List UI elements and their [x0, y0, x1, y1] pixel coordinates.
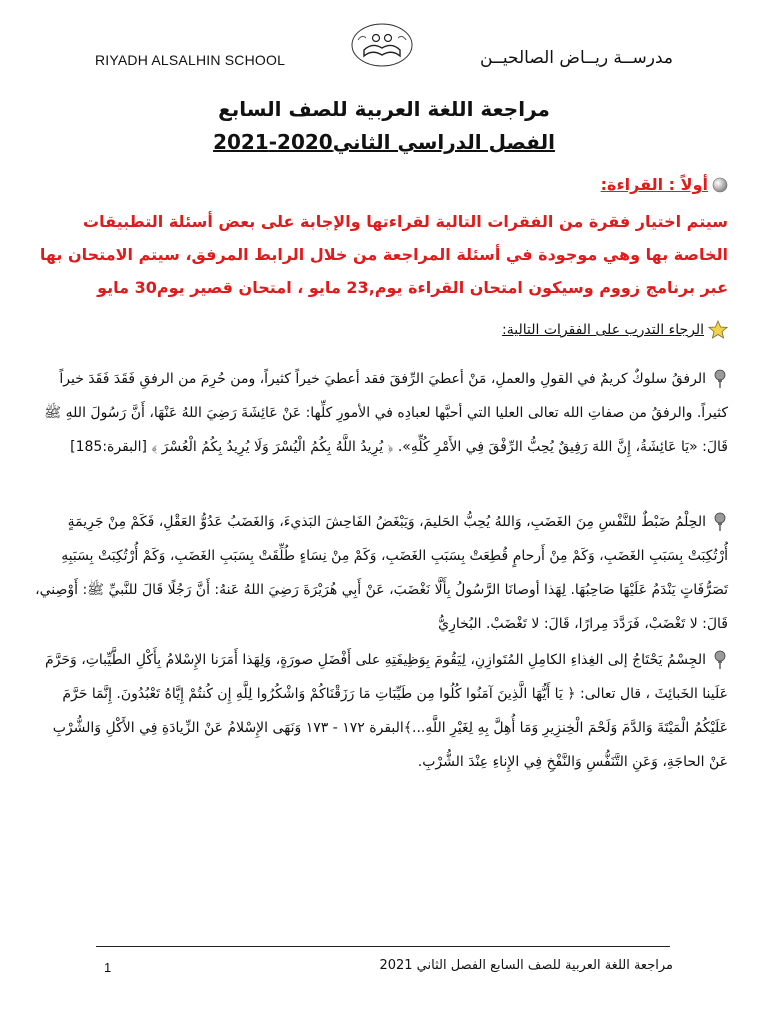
reading-instructions: سيتم اختيار فقرة من الفقرات التالية لقراءتها والإجابة على بعض أسئلة التطبيقات الخاصة بها وهي موجودة في أسئلة المراجعة من خلال الرابط المرفق، سيتم الامتحان بها عبر برنامج زووم وسيكون امتحان القراءة يوم,23 مايو ، امتحان قصير يوم30 مايو: [39, 212, 728, 297]
section-reading-label: أولاً : القراءة:: [600, 175, 708, 194]
school-name-arabic: مدرســة ريــاض الصالحيــن: [479, 48, 673, 68]
school-name-english: RIYADH ALSALHIN SCHOOL: [95, 52, 286, 68]
training-label: الرجاء التدرب على الفقرات التالية:: [502, 322, 704, 338]
semester-subtitle: [0, 130, 768, 154]
pushpin-icon: [712, 369, 728, 389]
paragraph-kindness: [32, 362, 728, 464]
footer-divider: [96, 946, 670, 947]
sphere-bullet-icon: [712, 177, 728, 193]
semester-subtitle-text: الفصل الدراسي الثاني2020-2021: [213, 130, 555, 154]
pushpin-icon: [712, 650, 728, 670]
footer-text: مراجعة اللغة العربية للصف السابع الفصل الثاني 2021: [379, 958, 673, 973]
page-number: 1: [104, 960, 112, 975]
paragraph-forbearance: [32, 505, 728, 641]
paragraph-text: الجِسْمُ يَحْتَاجُ إلى الغِذاءِ الكامِلِ المُتَوازِنِ، لِيَقُومَ بِوَظِيفَتِهِ على أَفْضَلِ صورَةٍ، وَلِهَذا أَمَرَنا الإِسْلامُ بِأَكْلِ الطَّيِّباتِ، وَحَرَّمَ عَلَينا الخَبائِثَ ، قال تعالى: ﴿ يَا أَيُّهَا الَّذِينَ آمَنُوا كُلُوا مِن طَيِّبَاتِ مَا رَزَقْنَاكُمْ وَاشْكُرُوا لِلَّهِ إِن كُنتُمْ إِيَّاهُ تَعْبُدُونَ. إِنَّمَا حَرَّمَ عَلَيْكُمُ الْمَيْتَةَ وَالدَّمَ وَلَحْمَ الْخِنزِيرِ وَمَا أُهِلَّ بِهِ لِغَيْرِ اللَّهِ...﴾البقرة ١٧٢ - ١٧٣ وَنَهَى الإِسْلامُ عَنْ الزِّيادَةِ فِي الأَكْلِ وَالشُّرْبِ عَنْ الحاجَةِ، وَعَنِ التَّنَفُّسِ وَالنَّفْخِ فِي الإِناءِ عِنْدَ الشُّرْبِ.: [44, 652, 728, 770]
page-title: مراجعة اللغة العربية للصف السابع: [218, 97, 550, 121]
section-reading-heading: [601, 175, 728, 194]
paragraph-text: الرفقُ سلوكٌ كريمٌ في القولِ والعملِ، مَنْ أعطيَ الرِّفقَ فقد أعطيَ خيراً كثيراً، ومن حُرِمَ من الرفقِ فَقَدَ فَقَدَ خيراً كثيراً. والرفقُ من صفاتِ الله تعالى العليا التي أحبَّها لعبادِه في الأمورِ كلِّها: عَنْ عَائِشَةَ رَضِيَ اللهُ عَنْهَا، أَنَّ رَسُولَ اللهِ ﷺ قَالَ: «يَا عَائِشَةُ، إِنَّ اللهَ رَفِيقٌ يُحِبُّ الرِّفْقَ فِي الأَمْرِ كُلِّهِ». ﴿ يُرِيدُ اللَّهُ بِكُمُ الْيُسْرَ وَلَا يُرِيدُ بِكُمُ الْعُسْرَ ﴾ [البقرة:185]: [44, 371, 728, 455]
paragraph-text: الحِلْمُ ضَبْطٌ للنَّفْسِ مِنَ الغَضَبِ، وَاللهُ يُحِبُّ الحَليمَ، وَيَبْغَضُ الفَاحِشَ البَذيءَ، وَالغَضَبُ عَدُوُّ العَقْلِ، فَكَمْ مِنْ جَرِيمَةٍ أُرْتُكِبَتْ بِسَبَبِ الغَضَبِ، وَكَمْ مِنْ أَرحامٍ قُطِعَتْ بِسَبَبِ الغَضَبِ، وَكَمْ مِنْ نِسَاءٍ طُلِّقَتْ بِسَبَبِ الغَضَبِ، وَكَمْ أُرْتُكِبَتْ بِسَبَبِهِ تَصَرُّفَاتٍ يَنْدَمُ عَلَيْهَا صَاحِبُهَا. لِهَذا أوصانَا الرَّسُولُ بِأَلَّا نَغْضَبَ، عَنْ أَبِي هُرَيْرَةَ رَضِيَ اللهُ عَنهُ: أَنَّ رَجُلًا قَالَ للنَّبيِّ ﷺ: أَوْصِني، قَالَ: لا تَغْضَبْ، فَرَدَّدَ مِرارًا، قَالَ: لا تَغْضَبْ. البُخارِيُّ: [35, 514, 728, 632]
training-instruction: [502, 320, 728, 340]
paragraph-nutrition: [32, 643, 728, 779]
pushpin-icon: [712, 512, 728, 532]
star-icon: [708, 320, 728, 340]
school-logo-icon: [350, 22, 414, 68]
